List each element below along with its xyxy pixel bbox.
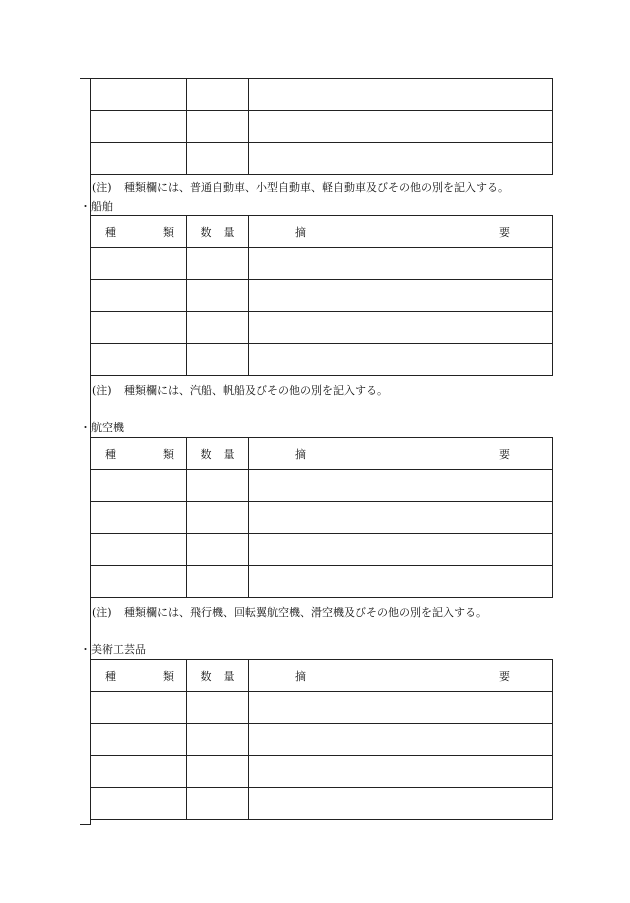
header-qty-2: 量 — [223, 669, 235, 683]
header-kind-1: 種 — [105, 447, 116, 461]
vehicle-table — [90, 78, 553, 175]
header-kind-2: 類 — [163, 447, 174, 461]
table-row — [91, 143, 553, 175]
vehicle-note — [92, 181, 509, 194]
header-summary-2: 要 — [499, 447, 510, 461]
art-heading: ・美術工芸品 — [80, 643, 146, 656]
header-summary-1: 摘 — [295, 225, 306, 239]
aircraft-table — [90, 437, 553, 598]
table-row — [91, 344, 553, 376]
header-kind-2: 類 — [163, 225, 174, 239]
header-qty-2: 量 — [223, 447, 235, 461]
art-table — [90, 659, 553, 820]
note-label: (注) — [92, 181, 112, 194]
table-row — [91, 534, 553, 566]
note-label: (注) — [92, 606, 112, 619]
ship-note — [92, 384, 388, 397]
table-row — [91, 566, 553, 598]
table-header-row — [91, 438, 553, 470]
aircraft-heading: ・航空機 — [80, 421, 124, 434]
header-kind-2: 類 — [163, 669, 174, 683]
note-label: (注) — [92, 384, 112, 397]
header-qty-1: 数 — [200, 669, 212, 683]
table-row — [91, 470, 553, 502]
table-row — [91, 788, 553, 820]
header-qty-1: 数 — [200, 225, 212, 239]
table-row — [91, 280, 553, 312]
header-qty-1: 数 — [200, 447, 212, 461]
note-text: 種類欄には、普通自動車、小型自動車、軽自動車及びその他の別を記入する。 — [124, 181, 509, 194]
table-row — [91, 248, 553, 280]
table-header-row — [91, 660, 553, 692]
ship-table — [90, 215, 553, 376]
header-summary-1: 摘 — [295, 447, 306, 461]
table-row — [91, 111, 553, 143]
table-row — [91, 692, 553, 724]
table-row — [91, 79, 553, 111]
table-row — [91, 724, 553, 756]
table-row — [91, 756, 553, 788]
table-row — [91, 312, 553, 344]
header-kind-1: 種 — [105, 669, 116, 683]
note-text: 種類欄には、汽船、帆船及びその他の別を記入する。 — [124, 384, 388, 397]
aircraft-note — [92, 606, 487, 619]
header-summary-2: 要 — [499, 669, 510, 683]
table-row — [91, 502, 553, 534]
header-summary-2: 要 — [499, 225, 510, 239]
note-text: 種類欄には、飛行機、回転翼航空機、滑空機及びその他の別を記入する。 — [124, 606, 487, 619]
header-summary-1: 摘 — [295, 669, 306, 683]
ship-heading: ・船舶 — [80, 200, 113, 213]
header-kind-1: 種 — [105, 225, 116, 239]
margin-tick-bottom — [80, 824, 91, 825]
table-header-row — [91, 216, 553, 248]
header-qty-2: 量 — [223, 225, 235, 239]
